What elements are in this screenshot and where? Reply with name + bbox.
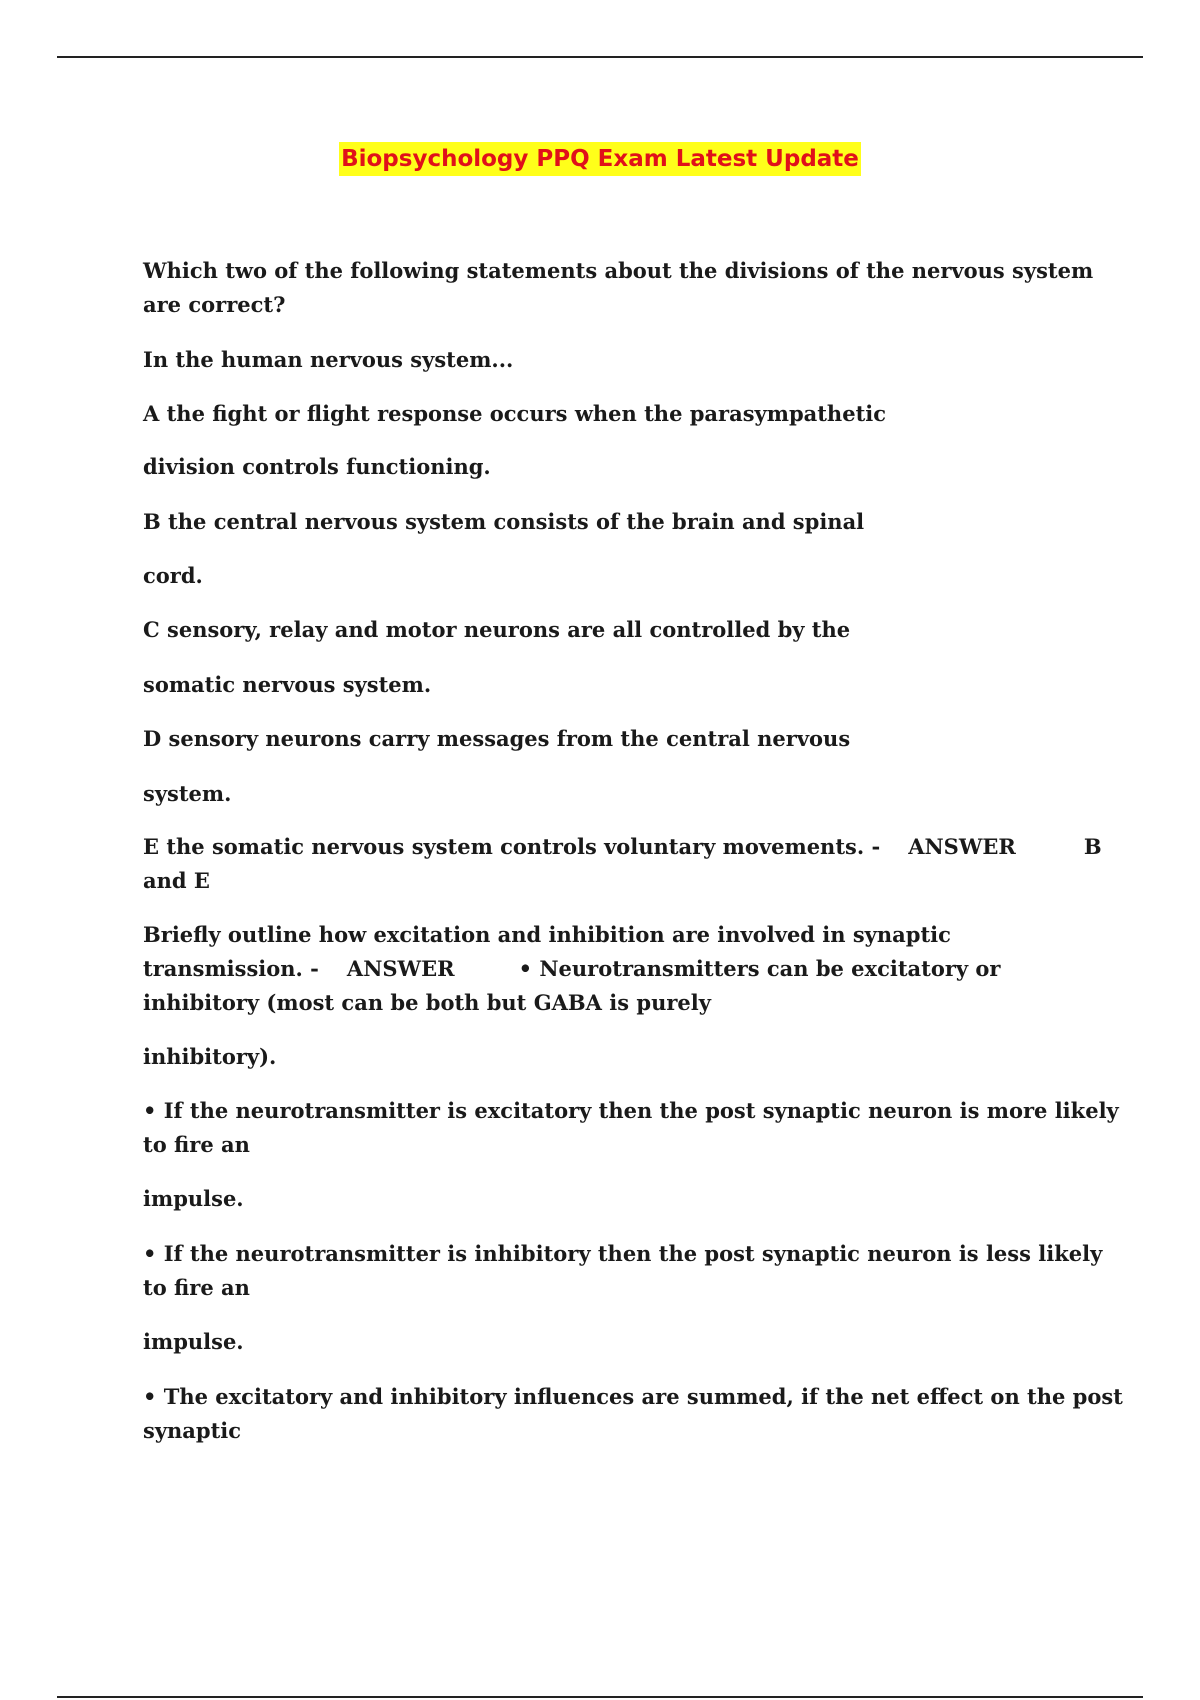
question-2-answer-label: ANSWER: [346, 956, 455, 981]
bullet-1-line-3: impulse.: [143, 1186, 244, 1211]
question-2-line-3: inhibitory (most can be both but GABA is purely: [143, 990, 711, 1015]
option-c-line-1: C sensory, relay and motor neurons are all controlled by the: [143, 617, 851, 642]
bullet-1-line-1: • If the neurotransmitter is excitatory then the post synaptic neuron is more likely: [143, 1098, 1119, 1123]
bullet-3-line-2: synaptic: [143, 1418, 242, 1443]
bullet-2-line-1: • If the neurotransmitter is inhibitory then the post synaptic neuron is less likely: [143, 1241, 1103, 1266]
option-e-text: E the somatic nervous system controls voluntary movements. -: [143, 834, 881, 859]
option-d-line-2: system.: [143, 781, 232, 806]
option-e-line-1: [143, 830, 1102, 864]
option-e-answer-value: B: [1083, 834, 1102, 859]
question-1-line-2: are correct?: [143, 292, 286, 317]
bullet-2-line-3: impulse.: [143, 1329, 244, 1354]
bullet-1-line-2: to fire an: [143, 1132, 250, 1157]
bullet-2-line-2: to fire an: [143, 1275, 250, 1300]
option-a-line-2: division controls functioning.: [143, 454, 491, 479]
question-2-line-2: [143, 952, 1093, 986]
question-1-intro: In the human nervous system...: [143, 347, 514, 372]
question-2-answer-text: • Neurotransmitters can be excitatory or: [518, 956, 1001, 981]
option-d-line-1: D sensory neurons carry messages from the central nervous: [143, 726, 851, 751]
question-2-line-4: inhibitory).: [143, 1044, 277, 1069]
top-rule: [57, 56, 1143, 58]
bottom-rule: [57, 1696, 1143, 1698]
option-e-line-2: and E: [143, 868, 210, 893]
document-title: Biopsychology PPQ Exam Latest Update: [339, 142, 861, 176]
option-b-line-1: B the central nervous system consists of the brain and spinal: [143, 509, 865, 534]
option-a-line-1: A the fight or flight response occurs when the parasympathetic: [143, 401, 887, 426]
question-2-line-1: Briefly outline how excitation and inhibition are involved in synaptic: [143, 922, 951, 947]
bullet-3-line-1: • The excitatory and inhibitory influences are summed, if the net effect on the post: [143, 1384, 1123, 1409]
question-2-text: transmission. -: [143, 956, 319, 981]
title-container: [0, 142, 1200, 176]
option-b-line-2: cord.: [143, 563, 203, 588]
question-1-line-1: Which two of the following statements about the divisions of the nervous system: [143, 258, 1094, 283]
option-c-line-2: somatic nervous system.: [143, 672, 432, 697]
option-e-answer-label: ANSWER: [908, 834, 1016, 859]
